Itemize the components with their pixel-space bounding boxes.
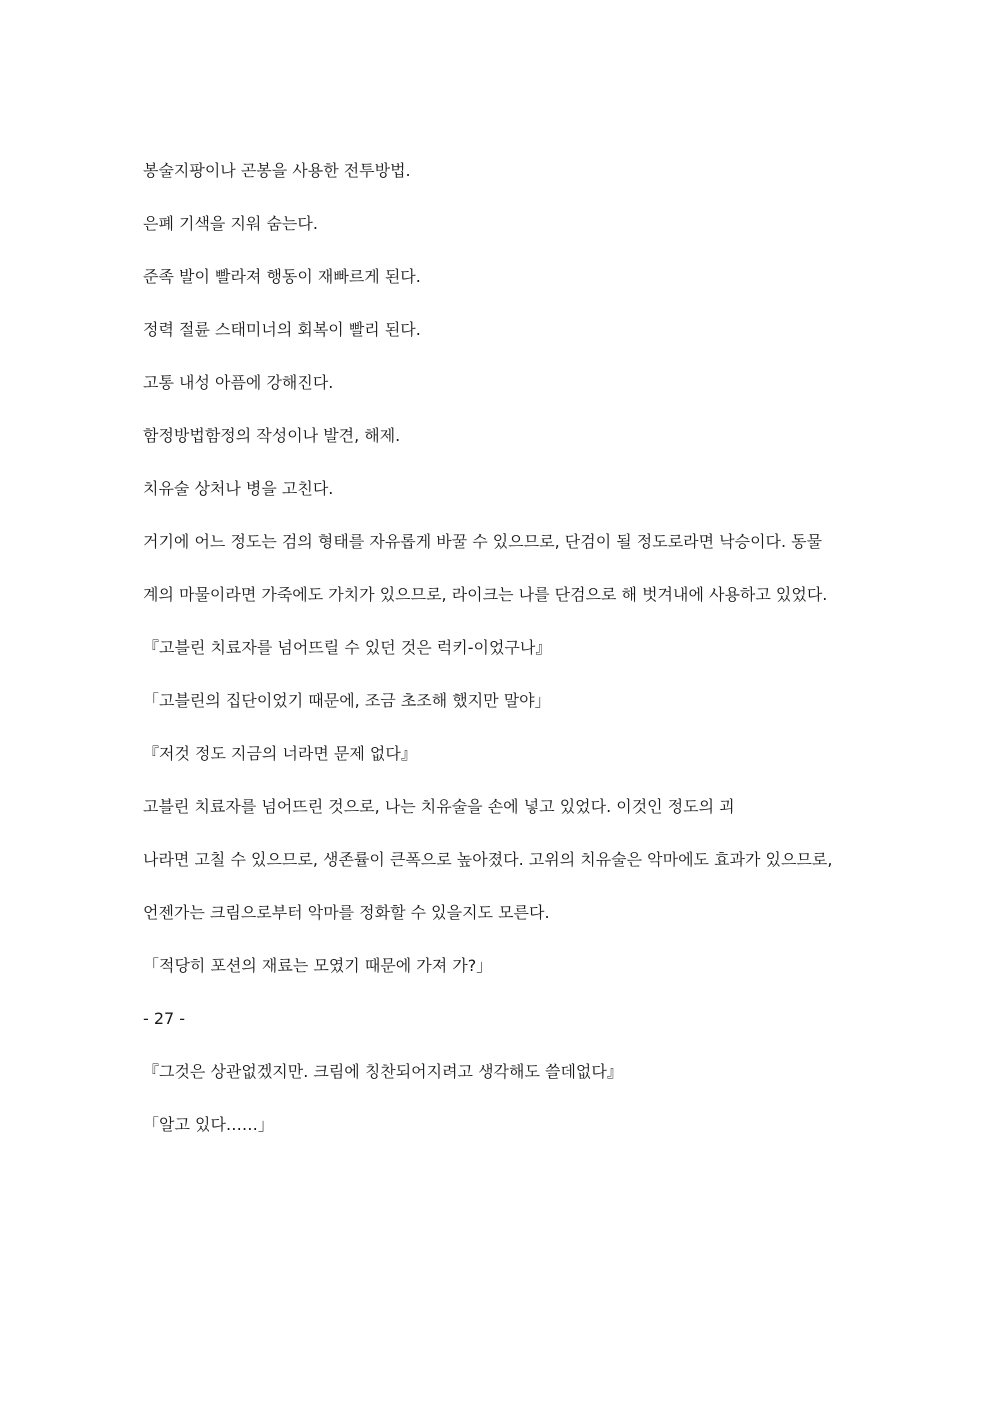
dialogue-potion-materials: 「적당히 포션의 재료는 모였기 때문에 가져 가?」	[143, 956, 493, 975]
dialogue-no-problem: 『저것 정도 지금의 너라면 문제 없다』	[143, 744, 417, 763]
paragraph-survival-rate: 나라면 고칠 수 있으므로, 생존률이 큰폭으로 높아졌다. 고위의 치유술은 악마에도 효과가 있으므로,	[143, 850, 833, 869]
paragraph-obtained-healing: 고블린 치료자를 넘어뜨린 것으로, 나는 치유술을 손에 넣고 있었다. 이것인 정도의 괴	[143, 797, 735, 816]
document-body	[143, 158, 851, 1165]
paragraph-staff-skill: 봉술지팡이나 곤봉을 사용한 전투방법.	[143, 161, 411, 180]
paragraph-swift-foot-skill: 준족 발이 빨라져 행동이 재빠르게 된다.	[143, 267, 421, 286]
dialogue-i-know: 「알고 있다……」	[143, 1115, 274, 1134]
paragraph-sword-shape: 거기에 어느 정도는 검의 형태를 자유롭게 바꿀 수 있으므로, 단검이 될 정도로라면 낙승이다. 동물	[143, 532, 823, 551]
dialogue-praise-useless: 『그것은 상관없겠지만. 크림에 칭찬되어지려고 생각해도 쓸데없다』	[143, 1062, 623, 1081]
dialogue-goblin-group: 「고블린의 집단이었기 때문에, 조금 초조해 했지만 말야」	[143, 691, 551, 710]
paragraph-monster-hide: 계의 마물이라면 가죽에도 가치가 있으므로, 라이크는 나를 단검으로 해 벗겨내에 사용하고 있었다.	[143, 585, 828, 604]
paragraph-pain-resistance-skill: 고통 내성 아픔에 강해진다.	[143, 373, 334, 392]
paragraph-stamina-skill: 정력 절륜 스태미너의 회복이 빨리 된다.	[143, 320, 421, 339]
paragraph-trap-skill: 함정방법함정의 작성이나 발견, 해제.	[143, 426, 401, 445]
page-number: - 27 -	[143, 1009, 186, 1028]
paragraph-stealth-skill: 은폐 기색을 지워 숨는다.	[143, 214, 318, 233]
paragraph-purify-demon: 언젠가는 크림으로부터 악마를 정화할 수 있을지도 모른다.	[143, 903, 550, 922]
dialogue-goblin-healer-lucky: 『고블린 치료자를 넘어뜨릴 수 있던 것은 럭키-이었구나』	[143, 638, 552, 657]
paragraph-healing-skill: 치유술 상처나 병을 고친다.	[143, 479, 334, 498]
